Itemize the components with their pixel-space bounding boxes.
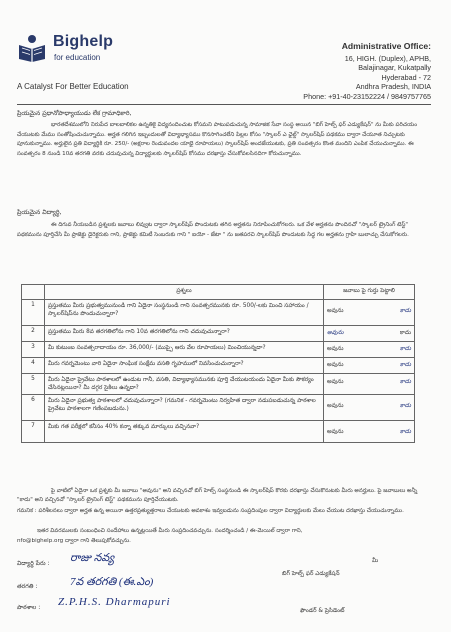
questions-column-header: ప్రశ్నలు	[45, 285, 324, 300]
question-text: మీరు గవర్నమెంటు వారి ఏదైనా సాంఘిక సంక్షేమ వసతి గృహములో నివసించుచున్నారా?	[45, 358, 324, 374]
bighelp-logo	[17, 34, 135, 68]
question-text: ప్రస్తుతము మీరు ప్రభుత్వమునుండి గాని ఏదైనా సంస్థనుండి గాని సంవత్సరమునకు రూ. 500/-లకు మించి సహాయం / స్కాలర్‌షిప్‌ను పొందుచున్నారా?	[45, 300, 324, 326]
marked-answer[interactable]: అవును	[327, 330, 344, 336]
student-salutation: ప్రియమైన విద్యార్థి,	[17, 209, 62, 216]
yes-option[interactable]: అవును	[327, 308, 344, 314]
class-value[interactable]: 7వ తరగతి (ఈ.ఎం)	[70, 576, 154, 588]
signature-salutation: మీ	[372, 558, 379, 564]
eligibility-questions-table	[21, 284, 415, 443]
office-line: Andhra Pradesh, INDIA	[355, 82, 431, 91]
signature-title: ఫౌండర్ & ప్రెసిడెంట్	[300, 608, 345, 614]
marked-answer[interactable]: కాదు	[399, 403, 411, 409]
yes-option[interactable]: అవును	[327, 379, 344, 385]
signature-organization: బిగ్ హెల్ప్ ఫర్ ఎడ్యుకేషన్	[282, 571, 340, 577]
student-name-value[interactable]: రాజు నవ్య	[70, 552, 115, 564]
tagline: A Catalyst For Better Education	[17, 82, 129, 91]
question-number: 5	[22, 374, 45, 395]
marked-answer[interactable]: కాదు	[399, 362, 411, 368]
table-row	[22, 300, 415, 326]
office-title: Administrative Office:	[341, 41, 431, 51]
office-address	[251, 42, 431, 101]
question-text: మీకు గత పరీక్షలో కనీసం 40% కన్నా తక్కువ మార్కులు వచ్చినవా?	[45, 421, 324, 443]
school-value[interactable]: Z.P.H.S. Dharmapuri	[58, 596, 171, 608]
student-name-label: విద్యార్థి పేరు :	[17, 560, 50, 567]
table-row	[22, 374, 415, 395]
question-text: మీ కుటుంబ సంవత్సరాదాయం రూ. 36,000/- (ముప్పై ఆరు వేల రూపాయలు) మించియున్నదా?	[45, 342, 324, 358]
table-row	[22, 358, 415, 374]
office-line: 16, HIGH. (Duplex), APHB,	[344, 53, 431, 63]
question-number: 6	[22, 395, 45, 421]
question-number: 1	[22, 300, 45, 326]
marked-answer[interactable]: కాదు	[399, 379, 411, 385]
instruction-paragraph: ఈ దిగువ నీయబడిన ప్రశ్నలకు జవాబు లివ్వుట ద్వారా స్కాలర్‌షిప్ పొందుటకు తగిన అర్హతను నిరూపించుకోగలరు. ఒక వేళ అర్హతను పొందినచో "స్కాలర్ ట్రైనింగ్ టెస్ట్" పథకమును పూర్తిచేసి మీ ప్రాజెక్టు డైరెక్టరుకు గాని, ప్రాజెక్టు కమిటీ సెంబరుకు గాని " ఐయో - జేటా " ను జతపరచి స్కాలర్‌షిప్ పొందుటకు సిద్ధ గల అర్హతను గ్రాహి బులాచ్చు చేసుకోగలరు.	[17, 222, 409, 238]
contact-paragraph: ఇతర వివరములకు సంబంధించి సందేహాలు ఉన్నట్లయితే మీరు సంప్రదించవచ్చును. సందర్శించండి / ఈ-మెయిల్ ద్వారా గాని,	[37, 528, 303, 534]
no-option[interactable]: కాదు	[399, 330, 411, 336]
question-text: ప్రస్తుతము మీరు 8వ తరగతిలోను గాని 10వ తరగతిలోను గాని చదువుచున్నారా?	[45, 326, 324, 342]
header-divider	[17, 104, 431, 105]
marked-answer[interactable]: కాదు	[399, 308, 411, 314]
school-label: పాఠశాల :	[17, 604, 41, 611]
marked-answer[interactable]: కాదు	[399, 429, 411, 435]
intro-paragraph: భారతదేశములోని నిరుపేద బాలబాలికల ఉన్నతికై విద్యనందించుట కోసమని పాటుపడుచున్న సామాజిక సేవా సంస్థ అయిన "బిగ్ హెల్ప్ ఫర్ ఎడ్యుకేషన్" ను మీకు పరిచయం చేయుటకు మేము సంతోషించుచున్నాము. అర్హత గలిగిన ఇబ్బందులతో విద్యాభ్యాసము కొనసాగించలేని పిల్లల కోసం "స్కాలర్ ఎ ఛైల్డ్" స్కాలర్‌షిప్ పథకము ద్వారా చేయూత నిచ్చుటకు పూనుకున్నాము. అర్హులైన ప్రతి విద్యార్థికి రూ. 250/- (అక్షరాల రెండువందల యాభై రూపాయలు) స్కాలర్‌షిప్ అందజేయుటకు, ప్రతి సంవత్సరం కొంత మందిని ఎంపిక చేయుచున్నాము. ఈ సంవత్సరం 8 నుండి 10వ తరగతి వరకు చదువుచున్న విద్యార్థులకు స్కాలర్‌షిప్ కోసము దరఖాస్తు చేసుకోవలసినదిగా కోరుచున్నాము.	[17, 122, 418, 157]
office-phone: Phone: +91-40-23152224 / 9849757765	[303, 91, 431, 101]
office-line: Hyderabad - 72	[381, 72, 431, 82]
class-label: తరగతి :	[17, 583, 38, 590]
question-number: 3	[22, 342, 45, 358]
table-row	[22, 326, 415, 342]
office-line: Balajinagar, Kukatpally	[358, 63, 431, 72]
email-line: nfo@bighelp.org ద్వారా గాని తెలుపుకోవచ్చును.	[17, 538, 131, 544]
note-paragraph: గమనిక : పరిశీలనలు ద్వారా అర్హత ఉన్న అయినా ఉత్తరప్రత్యుత్తరాలు చేయుటకు అవకాశం ఇవ్వబడును సంప్రదింపుల ద్వారా విద్యార్థులకు మేలు చేయుట దరఖాస్తు చేయుచున్నాము.	[17, 508, 404, 514]
table-row	[22, 421, 415, 443]
eligibility-note: పై వాటిలో ఏదైనా ఒక ప్రశ్నకు మీ జవాబు "అవును" అని వచ్చినచో బిగ్ హెల్ప్ సంస్థనుండి ఈ స్కాలర్‌షిప్ కొరకు దరఖాస్తు చేసుకొనుటకు మీరు అనర్హులు. పై జవాబులు అన్నీ "కాదు" అని వచ్చినచో "స్కాలర్ ట్రైనింగ్ టెస్ట్" పథకమును పూర్తిచేయుటకు.	[17, 488, 418, 503]
brand-name: Bighelp	[53, 33, 114, 50]
yes-option[interactable]: అవును	[327, 403, 344, 409]
question-text: మీరు ఏదైనా ప్రభుత్వ పాఠశాలలో చదువుచున్నారా? (గమనిక - గవర్నమెంటు నిర్వహిత ద్వారా నడుపబడుచున్న పాఠశాల ప్రైవేటు పాఠశాలగా గణింపబడును.)	[45, 395, 324, 421]
question-text: మీరు ఏదైనా ప్రైవేటు పాఠశాలలో ఉండుట గానీ, వసతి, విద్యాభ్యాసమునకు పూర్తి చేయుటయందు ఏదైనా మీకు సౌకర్యం చేసినట్లయినా? మీ దగ్గర సైకిలు ఉన్నదా?	[45, 374, 324, 395]
table-row	[22, 342, 415, 358]
question-number: 7	[22, 421, 45, 443]
table-header-row	[22, 285, 415, 300]
yes-option[interactable]: అవును	[327, 362, 344, 368]
answer-column-header: జవాబు పై గుర్తు పెట్టాలి	[324, 285, 415, 300]
yes-option[interactable]: అవును	[327, 346, 344, 352]
salutation: ప్రియమైన ప్రధానోపాధ్యాయుడు లేక గ్రామాధికారి,	[17, 110, 132, 117]
marked-answer[interactable]: కాదు	[399, 346, 411, 352]
book-reader-icon	[17, 34, 47, 62]
brand-subtitle: for education	[54, 53, 101, 62]
question-number: 4	[22, 358, 45, 374]
question-number: 2	[22, 326, 45, 342]
table-row	[22, 395, 415, 421]
yes-option[interactable]: అవును	[327, 429, 344, 435]
